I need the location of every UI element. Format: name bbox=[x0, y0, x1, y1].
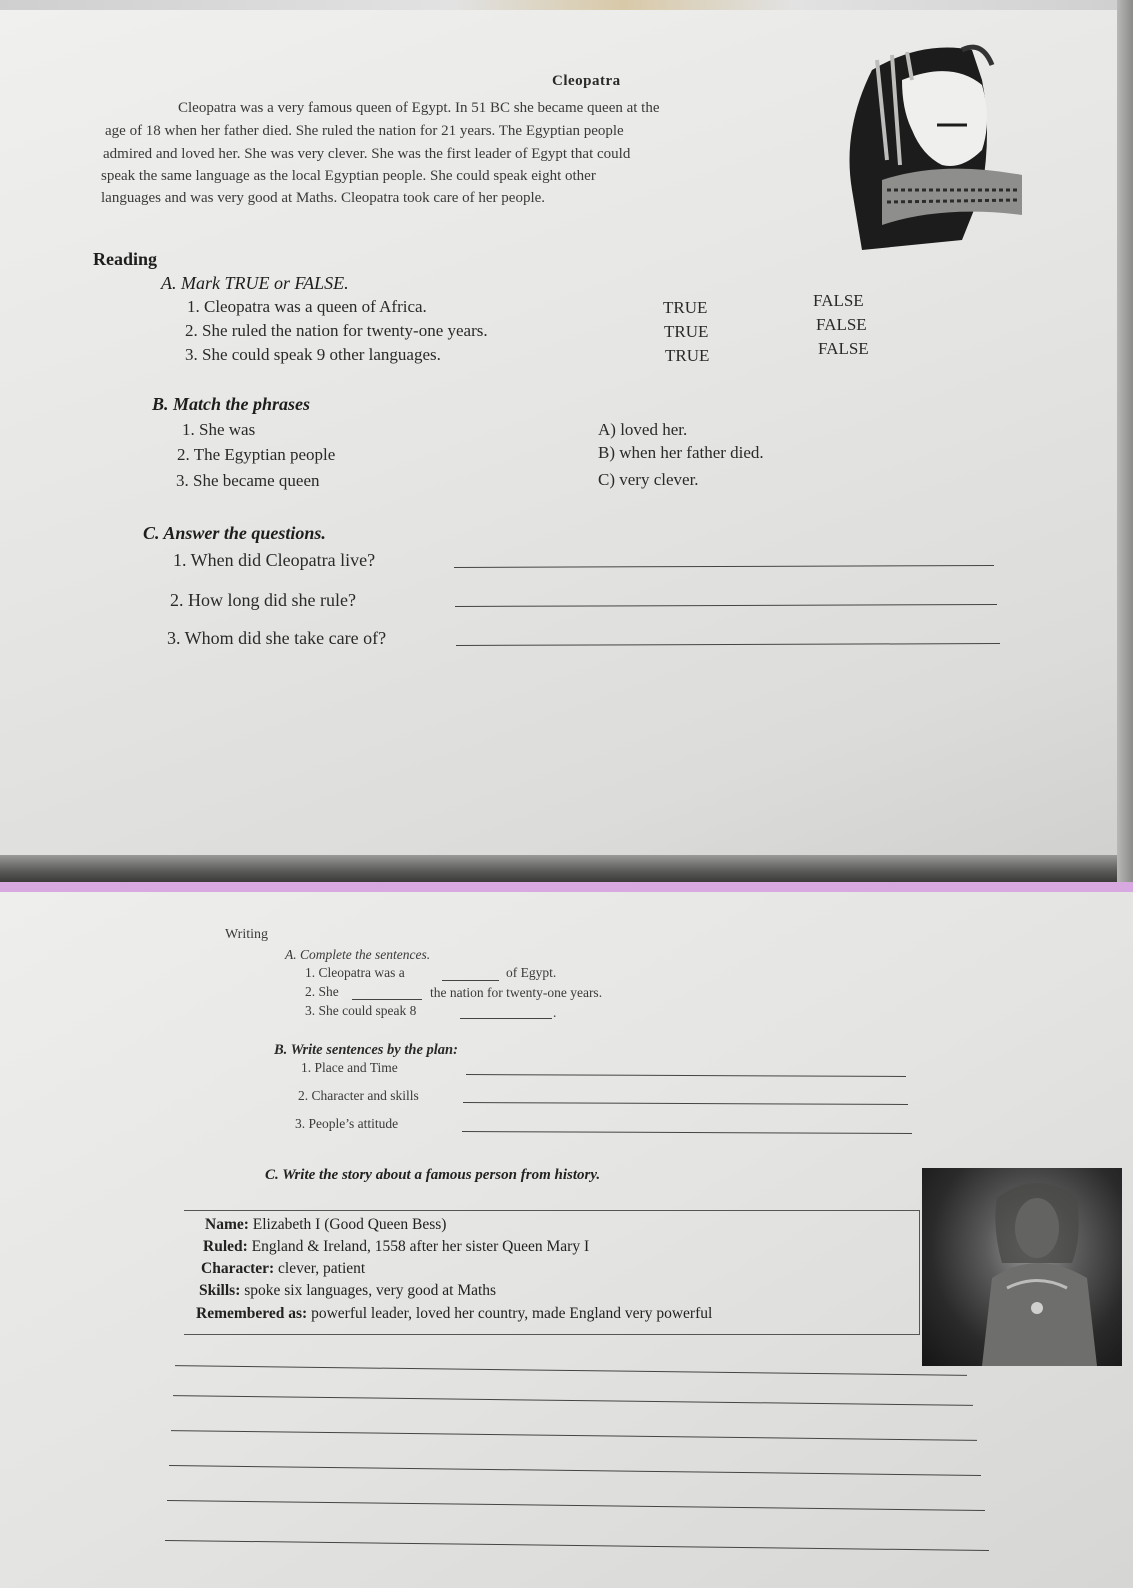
tf-false-option-1[interactable]: FALSE bbox=[813, 291, 864, 310]
plan-item-2: 2. Character and skills bbox=[298, 1088, 419, 1103]
page-edge bbox=[1117, 0, 1133, 882]
info-ruled-row bbox=[203, 1238, 589, 1256]
plan-item-1: 1. Place and Time bbox=[301, 1060, 398, 1075]
passage-line: age of 18 when her father died. She ruled the nation for 21 years. The Egyptian people bbox=[105, 123, 624, 139]
complete-sentence-2-end: the nation for twenty-one years. bbox=[430, 985, 603, 1000]
plan-item-3: 3. People’s attitude bbox=[295, 1116, 399, 1131]
info-skills-label: Skills: bbox=[199, 1282, 241, 1299]
question-3: 3. Whom did she take care of? bbox=[167, 628, 387, 648]
tf-true-option-1[interactable]: TRUE bbox=[663, 298, 708, 317]
match-right-b: B) when her father died. bbox=[598, 443, 764, 462]
writing-heading: Writing bbox=[225, 927, 268, 942]
top-edge-strip bbox=[0, 0, 1133, 10]
match-right-a: A) loved her. bbox=[598, 420, 688, 439]
writing-section-a-title: A. Complete the sentences. bbox=[285, 947, 431, 962]
section-a-title: A. Mark TRUE or FALSE. bbox=[161, 273, 349, 293]
plan-line-1[interactable] bbox=[466, 1074, 906, 1077]
info-character-label: Character: bbox=[201, 1260, 275, 1277]
blank-3[interactable] bbox=[460, 1018, 552, 1019]
plan-line-3[interactable] bbox=[462, 1131, 912, 1134]
complete-sentence-2-start: 2. She bbox=[305, 984, 339, 999]
blank-2[interactable] bbox=[352, 999, 422, 1000]
page-fold-shadow bbox=[0, 855, 1133, 882]
question-1: 1. When did Cleopatra live? bbox=[173, 550, 376, 570]
info-remembered-label: Remembered as: bbox=[196, 1305, 308, 1322]
tf-true-option-2[interactable]: TRUE bbox=[664, 322, 709, 341]
section-b-title: B. Match the phrases bbox=[152, 394, 311, 414]
info-name-label: Name: bbox=[205, 1216, 249, 1233]
info-skills-row bbox=[199, 1282, 496, 1300]
match-left-2: 2. The Egyptian people bbox=[177, 445, 336, 464]
writing-section-b-title: B. Write sentences by the plan: bbox=[274, 1042, 458, 1058]
tf-question-3: 3. She could speak 9 other languages. bbox=[185, 345, 441, 364]
tf-question-1: 1. Cleopatra was a queen of Africa. bbox=[187, 297, 427, 316]
match-left-1: 1. She was bbox=[182, 420, 256, 439]
tf-false-option-2[interactable]: FALSE bbox=[816, 315, 867, 334]
answer-line-2[interactable] bbox=[455, 604, 997, 607]
question-2: 2. How long did she rule? bbox=[170, 590, 356, 610]
complete-sentence-3-start: 3. She could speak 8 bbox=[305, 1003, 417, 1018]
complete-sentence-1-start: 1. Cleopatra was a bbox=[305, 965, 405, 980]
info-character-row bbox=[201, 1260, 365, 1278]
info-name-row bbox=[205, 1216, 446, 1234]
passage-line: admired and loved her. She was very clever. She was the first leader of Egypt that could bbox=[103, 146, 631, 162]
answer-line-1[interactable] bbox=[454, 565, 994, 568]
reading-heading: Reading bbox=[93, 249, 158, 269]
passage-line: Cleopatra was a very famous queen of Egypt. In 51 BC she became queen at the bbox=[178, 100, 660, 116]
info-name-value: Elizabeth I (Good Queen Bess) bbox=[252, 1216, 447, 1233]
cleopatra-illustration bbox=[842, 40, 1027, 250]
match-left-3: 3. She became queen bbox=[176, 471, 320, 490]
passage-title: Cleopatra bbox=[552, 73, 621, 89]
complete-sentence-3-end: . bbox=[553, 1005, 557, 1020]
match-right-c: C) very clever. bbox=[598, 470, 699, 489]
info-character-value: clever, patient bbox=[278, 1260, 366, 1277]
writing-section-c-title: C. Write the story about a famous person from history. bbox=[265, 1167, 601, 1183]
info-remembered-row bbox=[196, 1305, 712, 1323]
answer-line-3[interactable] bbox=[456, 643, 1000, 646]
passage-line: languages and was very good at Maths. Cleopatra took care of her people. bbox=[101, 190, 546, 206]
info-skills-value: spoke six languages, very good at Maths bbox=[244, 1282, 497, 1299]
blank-1[interactable] bbox=[442, 980, 499, 981]
tf-true-option-3[interactable]: TRUE bbox=[665, 346, 710, 365]
info-ruled-value: England & Ireland, 1558 after her sister Queen Mary I bbox=[251, 1238, 590, 1255]
complete-sentence-1-end: of Egypt. bbox=[506, 965, 557, 980]
tf-false-option-3[interactable]: FALSE bbox=[818, 339, 869, 358]
info-remembered-value: powerful leader, loved her country, made England very powerful bbox=[311, 1305, 713, 1322]
plan-line-2[interactable] bbox=[463, 1102, 908, 1105]
elizabeth-portrait bbox=[922, 1168, 1122, 1366]
elizabeth-portrait-image bbox=[922, 1168, 1122, 1366]
passage-line: speak the same language as the local Egyptian people. She could speak eight other bbox=[101, 168, 596, 184]
info-ruled-label: Ruled: bbox=[203, 1238, 248, 1255]
tf-question-2: 2. She ruled the nation for twenty-one years. bbox=[185, 321, 488, 340]
section-c-title: C. Answer the questions. bbox=[143, 523, 326, 543]
